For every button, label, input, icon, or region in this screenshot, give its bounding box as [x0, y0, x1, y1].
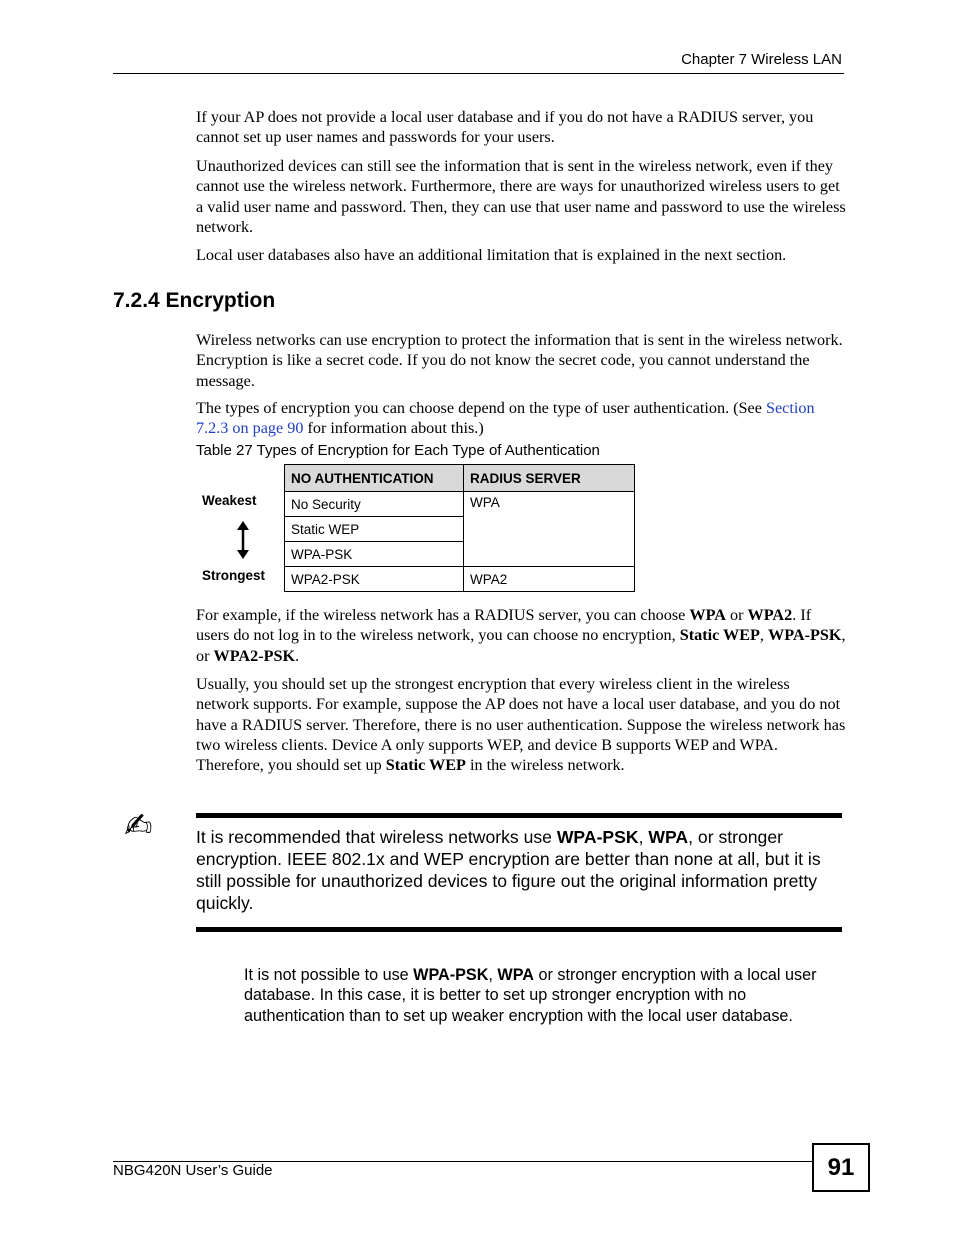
table-row	[285, 567, 635, 592]
paragraph-text: ,	[759, 626, 769, 645]
bold-term: WPA-PSK	[556, 827, 639, 847]
header-radius-server: RADIUS SERVER	[464, 465, 635, 492]
paragraph-text: ,	[488, 966, 498, 984]
paragraph-text: . If users do not log in to the wireless network, you can choose no encryption,	[196, 606, 812, 645]
double-arrow-icon	[234, 520, 252, 560]
section-heading: 7.2.4 Encryption	[113, 289, 276, 312]
bold-term: WPA2	[747, 606, 793, 624]
table-caption: Table 27 Types of Encryption for Each Type of Authentication	[196, 442, 600, 459]
table-row	[285, 492, 635, 517]
encryption-paragraph-1: Wireless networks can use encryption to protect the information that is sent in the wireless network. Encryption is like a secret code. If you do not know the secret code, you cannot understand the message.	[196, 331, 843, 390]
table-cell: No Security	[285, 492, 464, 517]
followup-paragraph	[244, 965, 844, 1026]
paragraph-text: or	[725, 606, 748, 624]
bold-term: WPA-PSK	[413, 966, 489, 984]
paragraph-text: in the wireless network.	[465, 756, 625, 775]
bold-term: WPA	[497, 966, 534, 984]
example-paragraph	[196, 605, 846, 666]
paragraph-text: The types of encryption you can choose depend on the type of user authentication. (See	[196, 399, 766, 417]
intro-paragraph-3: Local user databases also have an additional limitation that is explained in the next section.	[196, 246, 787, 264]
encryption-paragraph-2	[196, 398, 846, 439]
weakest-label: Weakest	[202, 493, 257, 508]
bold-term: WPA-PSK	[768, 626, 842, 645]
chapter-header: Chapter 7 Wireless LAN	[681, 51, 842, 68]
paragraph-text: .	[295, 646, 300, 665]
paragraph-text: Usually, you should set up the strongest encryption that every wireless client in the wireless network supports. For example, suppose the AP does not have a local user database, and you do not have a RADIUS server. Therefore, there is no user authentication. Suppose the wireless network has two wireless clients. Device A only supports WEP, and device B supports WEP and WPA. Therefore, you should set up	[196, 675, 846, 775]
note-top-bar	[196, 813, 842, 818]
table-cell: Static WEP	[285, 517, 464, 542]
paragraph-text: or stronger encryption with a local user database. In this case, it is better to set up stronger encryption with no authentication than to set up weaker encryption with the local user database.	[244, 966, 817, 1025]
table-header-row	[285, 465, 635, 492]
header-no-authentication: NO AUTHENTICATION	[285, 465, 464, 492]
table-cell: WPA-PSK	[285, 542, 464, 567]
note-text-part: It is recommended that wireless networks use	[196, 827, 557, 847]
section-link[interactable]: Section 7.2.3 on page 90	[196, 399, 815, 438]
note-text-part: ,	[638, 827, 649, 847]
note-bottom-bar	[196, 927, 842, 932]
note-pen-icon: ✍	[124, 806, 153, 846]
bold-term: WPA	[689, 606, 726, 624]
usually-paragraph	[196, 674, 846, 775]
table-cell: WPA	[464, 492, 635, 567]
bold-term: Static WEP	[385, 756, 466, 775]
page-number: 91	[812, 1143, 870, 1192]
bold-term: Static WEP	[679, 626, 760, 645]
note-text	[196, 826, 846, 914]
paragraph-text: For example, if the wireless network has a RADIUS server, you can choose	[196, 606, 690, 624]
table-cell: WPA2	[464, 567, 635, 592]
intro-paragraph-1: If your AP does not provide a local user database and if you do not have a RADIUS server, you cannot set up user names and passwords for your users.	[196, 108, 814, 147]
strongest-label: Strongest	[202, 568, 266, 583]
bold-term: WPA	[648, 827, 689, 847]
header-rule	[113, 73, 844, 74]
paragraph-text: It is not possible to use	[244, 966, 414, 984]
paragraph-text: for information about this.)	[303, 419, 484, 438]
intro-paragraph-2: Unauthorized devices can still see the information that is sent in the wireless network, even if they cannot use the wireless network. Furthermore, there are ways for unauthorized wireless users to get a valid user name and password. Then, they can use that user name and password to use the wireless network.	[196, 157, 846, 236]
paragraph-text: , or	[196, 626, 846, 665]
note-text-part: , or stronger encryption. IEEE 802.1x and WEP encryption are better than none at all, but it is still possible for unauthorized devices to figure out the original information pretty quickly.	[196, 827, 821, 913]
table-cell: WPA2-PSK	[285, 567, 464, 592]
bold-term: WPA2-PSK	[213, 646, 296, 665]
guide-title: NBG420N User’s Guide	[113, 1162, 273, 1179]
encryption-table	[284, 464, 635, 592]
